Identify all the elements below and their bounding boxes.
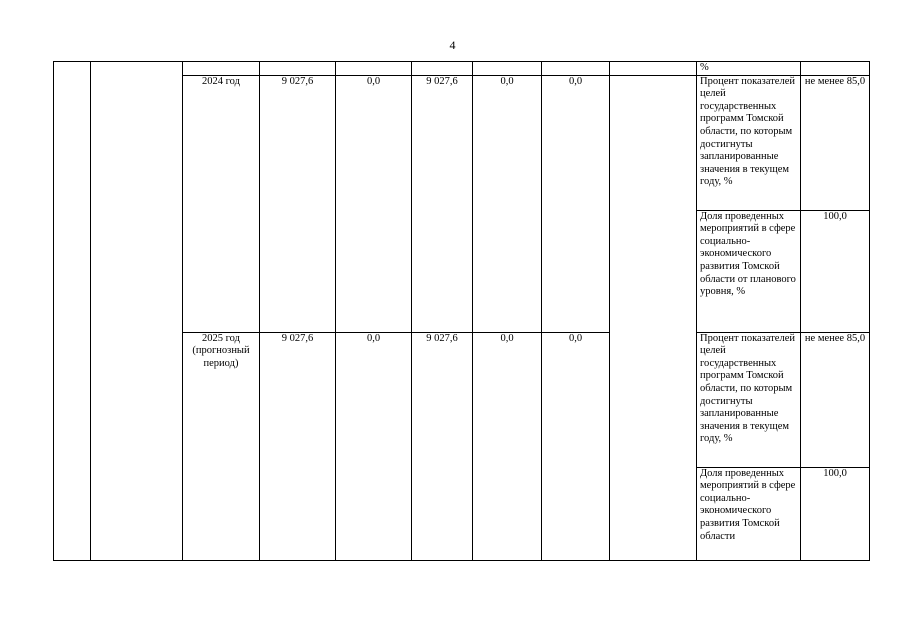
indicator-value: не менее 85,0 bbox=[801, 332, 870, 467]
value-cell: 0,0 bbox=[473, 75, 542, 332]
indicator-value: 100,0 bbox=[801, 467, 870, 560]
year-cell: 2024 год bbox=[183, 75, 260, 332]
top-cell bbox=[801, 62, 870, 76]
empty-cell bbox=[610, 75, 697, 560]
value-cell: 0,0 bbox=[336, 332, 412, 560]
indicator-value: не менее 85,0 bbox=[801, 75, 870, 210]
col-name-cell bbox=[91, 62, 183, 561]
year-cell: 2025 год (прогнозный период) bbox=[183, 332, 260, 560]
top-cell bbox=[260, 62, 336, 76]
indicator-name: Доля проведенных мероприятий в сфере социально-экономического развития Томской области от планового уровня, % bbox=[697, 210, 801, 332]
indicator-name: Процент показателей целей государственных программ Томской области, по которым достигнуты запланированные значения в текущем году, % bbox=[697, 75, 801, 210]
indicator-value: 100,0 bbox=[801, 210, 870, 332]
table-row bbox=[54, 62, 870, 76]
top-cell bbox=[610, 62, 697, 76]
indicator-name: Процент показателей целей государственных программ Томской области, по которым достигнуты запланированные значения в текущем году, % bbox=[697, 332, 801, 467]
value-cell: 0,0 bbox=[473, 332, 542, 560]
budget-table bbox=[53, 61, 870, 561]
top-cell bbox=[542, 62, 610, 76]
value-cell: 9 027,6 bbox=[260, 75, 336, 332]
indicator-name: Доля проведенных мероприятий в сфере социально-экономического развития Томской области bbox=[697, 467, 801, 560]
value-cell: 9 027,6 bbox=[260, 332, 336, 560]
page-number: 4 bbox=[449, 38, 456, 52]
value-cell: 0,0 bbox=[542, 332, 610, 560]
top-cell bbox=[183, 62, 260, 76]
value-cell: 9 027,6 bbox=[412, 332, 473, 560]
unit-cell: % bbox=[697, 62, 801, 76]
value-cell: 9 027,6 bbox=[412, 75, 473, 332]
value-cell: 0,0 bbox=[336, 75, 412, 332]
top-cell bbox=[412, 62, 473, 76]
value-cell: 0,0 bbox=[542, 75, 610, 332]
top-cell bbox=[336, 62, 412, 76]
top-cell bbox=[473, 62, 542, 76]
col-number-cell bbox=[54, 62, 91, 561]
